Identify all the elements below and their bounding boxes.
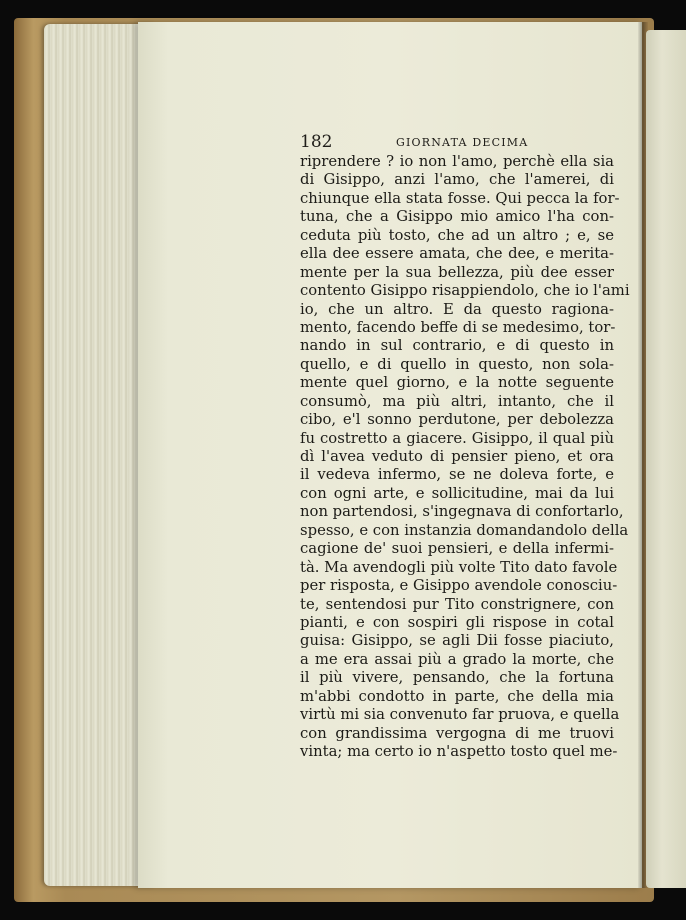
text-line: te, sentendosi pur Tito constrignere, con xyxy=(300,595,614,613)
text-line: mente per la sua bellezza, più dee esser xyxy=(300,263,614,281)
text-line: mento, facendo beffe di se medesimo, tor- xyxy=(300,318,616,336)
text-line: il più vivere, pensando, che la fortuna xyxy=(300,669,614,687)
text-line: ceduta più tosto, che ad un altro ; e, se xyxy=(300,226,614,244)
text-line: quello, e di quello in questo, non sola- xyxy=(300,355,614,373)
text-line: virtù mi sia convenuto far pruova, e quella xyxy=(300,706,620,724)
text-line: di Gisippo, anzi l'amo, che l'amerei, di xyxy=(300,171,614,189)
text-line: con grandissima vergogna di me truovi xyxy=(300,724,614,742)
text-line: contento Gisippo risappiendolo, che io l'ami xyxy=(300,282,630,300)
text-line: m'abbi condotto in parte, che della mia xyxy=(300,687,614,705)
text-line: pianti, e con sospiri gli rispose in cotal xyxy=(300,613,614,631)
text-line: mente quel giorno, e la notte seguente xyxy=(300,374,614,392)
text-line: tà. Ma avendogli più volte Tito dato favole xyxy=(300,558,618,576)
text-line: a me era assai più a grado la morte, che xyxy=(300,650,614,668)
text-line: riprendere ? io non l'amo, perchè ella sia xyxy=(300,153,614,170)
text-line: cagione de' suoi pensieri, e della infermi- xyxy=(300,540,614,558)
body-text xyxy=(300,153,630,761)
text-line: spesso, e con instanzia domandandolo della xyxy=(300,521,629,539)
text-line: cibo, e'l sonno perdutone, per debolezza xyxy=(300,411,614,429)
right-page-edge xyxy=(646,30,686,888)
text-line: nando in sul contrario, e di questo in xyxy=(300,337,614,355)
text-line: chiunque ella stata fosse. Qui pecca la for- xyxy=(300,189,620,207)
page-header xyxy=(300,132,612,154)
page-number: 182 xyxy=(300,132,333,152)
text-line: consumò, ma più altri, intanto, che il xyxy=(300,392,614,410)
text-line: dì l'avea veduto di pensier pieno, et ora xyxy=(300,448,614,465)
text-line: con ogni arte, e sollicitudine, mai da lui xyxy=(300,484,614,502)
running-head: GIORNATA DECIMA xyxy=(396,136,529,149)
text-line: guisa: Gisippo, se agli Dii fosse piaciuto, xyxy=(300,632,614,650)
text-line: per risposta, e Gisippo avendole conosciu- xyxy=(300,577,618,595)
text-line: vinta; ma certo io n'aspetto tosto quel me- xyxy=(300,743,618,760)
text-line: fu costretto a giacere. Gisippo, il qual più xyxy=(300,429,614,447)
text-line: tuna, che a Gisippo mio amico l'ha con- xyxy=(300,208,614,226)
text-line: ella dee essere amata, che dee, e merita- xyxy=(300,245,614,263)
text-line: il vedeva infermo, se ne doleva forte, e xyxy=(300,466,614,484)
text-line: non partendosi, s'ingegnava di confortarlo, xyxy=(300,503,624,521)
text-line: io, che un altro. E da questo ragiona- xyxy=(300,300,614,318)
